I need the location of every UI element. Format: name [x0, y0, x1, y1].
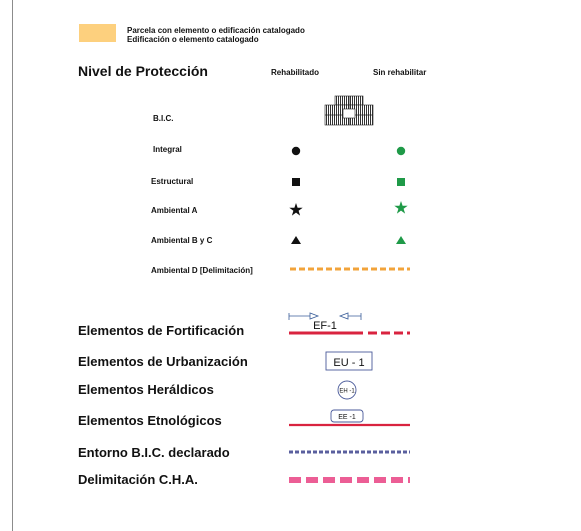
- integral-sin-circle-icon: [397, 147, 405, 155]
- element-label-heraldicos: Elementos Heráldicos: [78, 382, 214, 397]
- heraldicos-symbol: [338, 381, 356, 399]
- protection-level-title: Nivel de Protección: [78, 63, 208, 79]
- legend-parcel-label: Parcela con elemento o edificación catalogado: [127, 26, 305, 35]
- legend-building-label: Edificación o elemento catalogado: [127, 35, 259, 44]
- estructural-rehab-square-icon: [292, 178, 300, 186]
- element-label-delimitacion-cha: Delimitación C.H.A.: [78, 472, 198, 487]
- level-label-ambiental-b-c: Ambiental B y C: [151, 236, 213, 245]
- etnologicos-code: EE -1: [338, 414, 356, 421]
- urbanizacion-symbol: [326, 352, 372, 370]
- fortificacion-code: EF-1: [313, 320, 337, 332]
- element-label-urbanizacion: Elementos de Urbanización: [78, 354, 248, 369]
- level-label-estructural: Estructural: [151, 177, 194, 186]
- element-label-etnologicos: Elementos Etnológicos: [78, 413, 222, 428]
- urbanizacion-code: EU - 1: [333, 357, 365, 369]
- ambiental-a-rehab-star-icon: [289, 203, 302, 216]
- level-label-bic: B.I.C.: [153, 114, 174, 123]
- ambiental-bc-rehab-triangle-icon: [291, 236, 301, 244]
- column-header-rehabilitado: Rehabilitado: [271, 68, 320, 77]
- level-label-ambiental-d: Ambiental D [Delimitación]: [151, 266, 253, 275]
- level-label-ambiental-a: Ambiental A: [151, 206, 198, 215]
- level-label-integral: Integral: [153, 145, 182, 154]
- etnologicos-symbol: [289, 410, 410, 425]
- estructural-sin-square-icon: [397, 178, 405, 186]
- heraldicos-code: EH -1: [339, 388, 355, 395]
- bic-hatched-pattern-icon: [325, 96, 373, 125]
- ambiental-bc-sin-triangle-icon: [396, 236, 406, 244]
- element-label-entorno-bic: Entorno B.I.C. declarado: [78, 445, 230, 460]
- fortificacion-symbol: [289, 313, 410, 333]
- integral-rehab-circle-icon: [292, 147, 300, 155]
- element-label-fortificacion: Elementos de Fortificación: [78, 323, 245, 338]
- column-header-sin-rehabilitar: Sin rehabilitar: [373, 68, 427, 77]
- ambiental-a-sin-star-icon: [394, 201, 407, 214]
